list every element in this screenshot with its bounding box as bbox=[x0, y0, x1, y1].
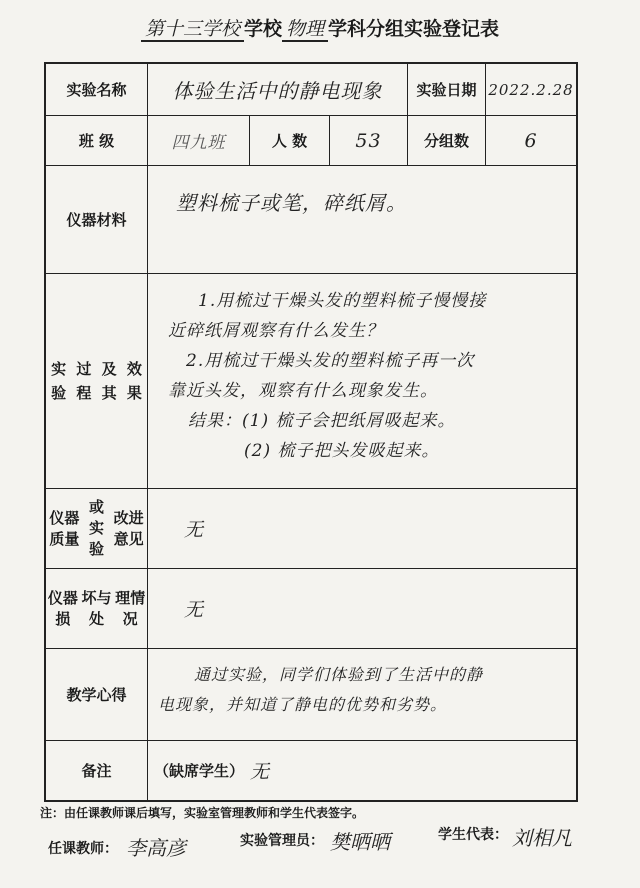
headcount-label: 人 数 bbox=[250, 116, 330, 166]
groups-value: 6 bbox=[486, 116, 576, 166]
experiment-name-value: 体验生活中的静电现象 bbox=[148, 64, 408, 116]
damage-value: 无 bbox=[184, 599, 205, 621]
remarks-label: 备注 bbox=[46, 741, 148, 800]
damage-cell bbox=[148, 569, 576, 649]
teacher-signature: 李高彦 bbox=[126, 836, 186, 860]
damage-label-line1: 仪器损 bbox=[47, 588, 78, 628]
process-line: 近碎纸屑观察有什么发生？ bbox=[168, 321, 384, 341]
process-label bbox=[46, 274, 148, 489]
student-rep-signature: 刘相凡 bbox=[512, 826, 572, 850]
materials-label bbox=[46, 166, 148, 274]
process-label-line1: 实验 bbox=[51, 360, 67, 402]
process-text bbox=[168, 286, 568, 466]
class-value: 四九班 bbox=[148, 116, 250, 166]
process-line: 2.用梳过干燥头发的塑料梳子再一次 bbox=[186, 351, 475, 371]
experiment-name-label: 实验名称 bbox=[46, 64, 148, 116]
quality-label-line2: 或实验 bbox=[88, 498, 104, 558]
lab-manager-signature: 樊晒晒 bbox=[330, 830, 390, 854]
remarks-cell bbox=[148, 741, 576, 800]
teaching-label bbox=[46, 649, 148, 741]
process-line: 1.用梳过干燥头发的塑料梳子慢慢接 bbox=[198, 291, 487, 311]
footer-note: 注：由任课教师课后填写，实验室管理教师和学生代表签字。 bbox=[40, 806, 365, 820]
title-suffix: 学科分组实验登记表 bbox=[328, 18, 500, 40]
experiment-date-value: 2022.2.28 bbox=[486, 64, 576, 116]
class-label: 班 级 bbox=[46, 116, 148, 166]
materials-cell bbox=[148, 166, 576, 274]
school-name-handwritten: 第十三学校 bbox=[141, 18, 244, 42]
teaching-label-line2: 心得 bbox=[96, 685, 127, 704]
process-line: 结果：(1) 梳子会把纸屑吸起来。 bbox=[188, 411, 456, 431]
experiment-date-label: 实验日期 bbox=[408, 64, 486, 116]
student-rep-label: 学生代表： bbox=[438, 827, 508, 843]
quality-label-line1: 仪器质量 bbox=[49, 508, 80, 548]
process-label-line3: 及其 bbox=[101, 360, 117, 402]
teacher-label: 任课教师： bbox=[48, 841, 118, 857]
teaching-line: 电现象，并知道了静电的优势和劣势。 bbox=[158, 695, 448, 714]
subject-handwritten: 物理 bbox=[282, 18, 328, 42]
registration-table bbox=[44, 62, 578, 802]
signature-row bbox=[40, 826, 630, 866]
remarks-printed: （缺席学生） bbox=[154, 761, 245, 780]
process-label-line4: 效果 bbox=[126, 360, 142, 402]
damage-label bbox=[46, 569, 148, 649]
materials-label-line2: 材料 bbox=[96, 210, 127, 229]
remarks-value: 无 bbox=[250, 761, 271, 783]
school-word: 学校 bbox=[243, 18, 282, 40]
quality-cell bbox=[148, 489, 576, 569]
groups-label: 分组数 bbox=[408, 116, 486, 166]
quality-value: 无 bbox=[184, 519, 205, 541]
headcount-value: 53 bbox=[330, 116, 408, 166]
quality-label-line3: 改进意见 bbox=[113, 508, 144, 548]
process-line: 靠近头发，观察有什么现象发生。 bbox=[168, 381, 438, 401]
quality-label bbox=[46, 489, 148, 569]
process-line: (2) 梳子把头发吸起来。 bbox=[244, 441, 440, 461]
teaching-line: 通过实验，同学们体验到了生活中的静 bbox=[194, 665, 484, 684]
teaching-text bbox=[158, 660, 573, 720]
form-title bbox=[0, 14, 640, 41]
process-label-line2: 过程 bbox=[76, 360, 92, 402]
damage-label-line2: 坏与处 bbox=[81, 588, 112, 628]
teaching-label-line1: 教学 bbox=[66, 685, 97, 704]
lab-manager-label: 实验管理员： bbox=[240, 833, 324, 849]
materials-value: 塑料梳子或笔，碎纸屑。 bbox=[176, 191, 407, 215]
damage-label-line3: 理情况 bbox=[115, 588, 146, 628]
materials-label-line1: 仪器 bbox=[66, 210, 97, 229]
